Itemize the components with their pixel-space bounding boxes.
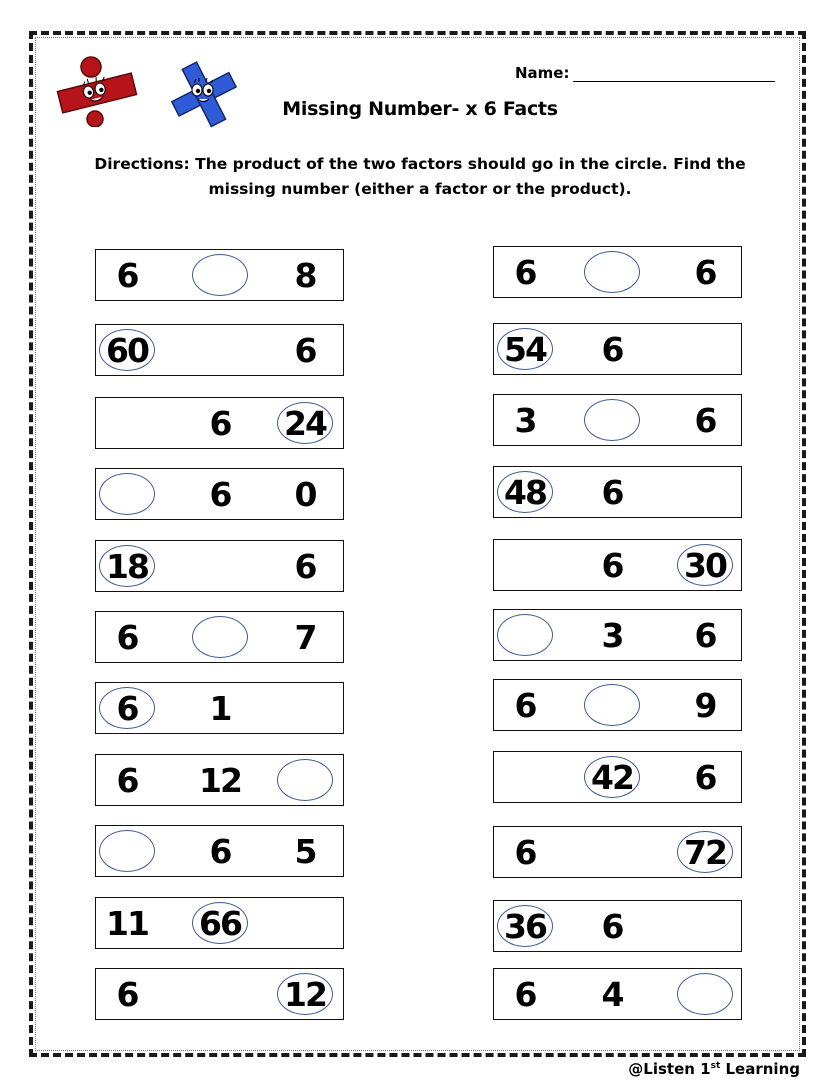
problem-number: 0 (294, 474, 316, 514)
answer-circle[interactable] (497, 614, 553, 656)
problem-row (493, 323, 742, 375)
problem-number: 6 (694, 252, 716, 292)
problem-row (95, 397, 344, 449)
problem-row (493, 968, 742, 1020)
problem-row (493, 826, 742, 878)
problem-number: 6 (601, 329, 623, 369)
answer-circle[interactable] (277, 759, 333, 801)
problem-row (95, 968, 344, 1020)
problem-row (95, 825, 344, 877)
problem-number: 8 (294, 255, 316, 295)
problem-number: 18 (106, 546, 148, 586)
answer-circle[interactable] (99, 830, 155, 872)
problem-row (493, 679, 742, 731)
problem-row (95, 611, 344, 663)
problem-number: 72 (684, 832, 726, 872)
problem-row (95, 540, 344, 592)
problem-row (95, 754, 344, 806)
problem-number: 6 (116, 255, 138, 295)
problem-number: 48 (504, 472, 546, 512)
problem-row (493, 539, 742, 591)
answer-circle[interactable] (584, 399, 640, 441)
problem-number: 6 (209, 831, 231, 871)
problem-number: 66 (199, 903, 241, 943)
problem-number: 11 (106, 903, 148, 943)
problem-row (493, 246, 742, 298)
problem-row (95, 249, 344, 301)
footer-credit: @Listen 1st Learning (628, 1060, 800, 1078)
multiplication-sign-character-icon (164, 60, 242, 128)
problem-number: 42 (591, 757, 633, 797)
name-field[interactable] (515, 60, 775, 82)
problem-number: 9 (694, 685, 716, 725)
problem-row (95, 682, 344, 734)
problem-number: 6 (601, 906, 623, 946)
problem-number: 1 (209, 688, 231, 728)
problem-number: 6 (116, 974, 138, 1014)
name-label: Name: (515, 64, 570, 82)
name-line[interactable] (573, 63, 775, 82)
directions-text: Directions: The product of the two factors should go in the circle. Find the missing number (either a factor or the product). (94, 155, 746, 198)
problem-number: 36 (504, 906, 546, 946)
problem-number: 6 (694, 400, 716, 440)
problem-number: 6 (694, 615, 716, 655)
problem-number: 6 (514, 252, 536, 292)
problem-number: 24 (284, 403, 326, 443)
problem-number: 4 (601, 974, 623, 1014)
problem-number: 6 (601, 545, 623, 585)
problem-row (95, 324, 344, 376)
problem-row (493, 900, 742, 952)
problem-row (493, 466, 742, 518)
problem-number: 12 (199, 760, 241, 800)
problem-number: 3 (601, 615, 623, 655)
problem-row (493, 751, 742, 803)
problem-number: 30 (684, 545, 726, 585)
problem-number: 6 (294, 330, 316, 370)
problem-number: 5 (294, 831, 316, 871)
problem-number: 6 (116, 617, 138, 657)
answer-circle[interactable] (677, 973, 733, 1015)
problem-number: 6 (116, 760, 138, 800)
answer-circle[interactable] (192, 616, 248, 658)
problem-number: 7 (294, 617, 316, 657)
problem-number: 6 (209, 474, 231, 514)
page-title: Missing Number- x 6 Facts (282, 98, 558, 120)
problem-number: 6 (694, 757, 716, 797)
division-sign-character-icon (55, 55, 141, 127)
answer-circle[interactable] (584, 251, 640, 293)
problem-number: 60 (106, 330, 148, 370)
problem-number: 6 (514, 974, 536, 1014)
problem-number: 6 (116, 688, 138, 728)
problem-row (95, 468, 344, 520)
problem-number: 12 (284, 974, 326, 1014)
problem-number: 54 (504, 329, 546, 369)
problem-number: 6 (514, 832, 536, 872)
answer-circle[interactable] (584, 684, 640, 726)
problem-row (493, 609, 742, 661)
answer-circle[interactable] (99, 473, 155, 515)
problem-number: 6 (209, 403, 231, 443)
problem-number: 3 (514, 400, 536, 440)
problem-row (493, 394, 742, 446)
problem-row (95, 897, 344, 949)
answer-circle[interactable] (192, 254, 248, 296)
problem-number: 6 (294, 546, 316, 586)
problem-number: 6 (514, 685, 536, 725)
problem-number: 6 (601, 472, 623, 512)
